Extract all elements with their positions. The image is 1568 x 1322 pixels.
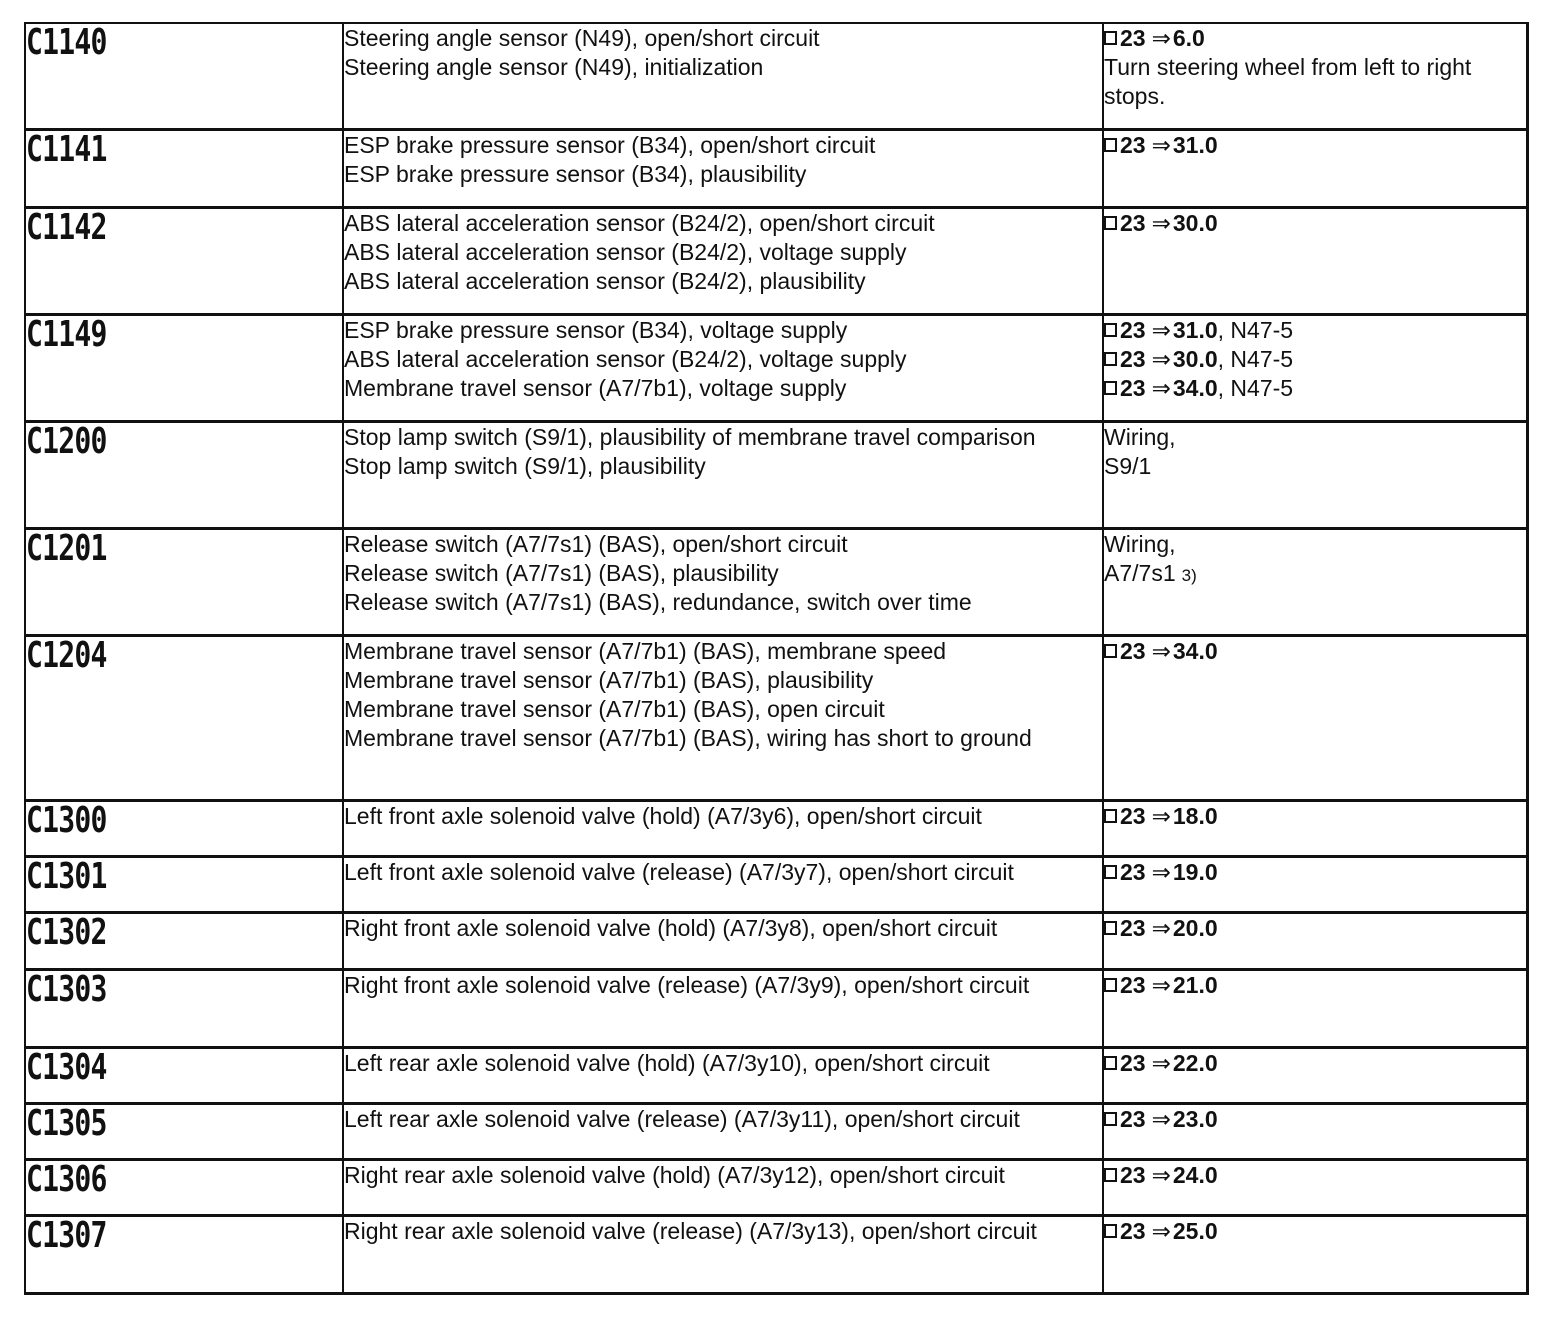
test-reference-cell: [1103, 800, 1527, 856]
test-reference: [1104, 374, 1526, 403]
test-reference: [1104, 637, 1526, 666]
fault-code: C1307: [26, 1214, 107, 1256]
test-connector: , N47-5: [1217, 345, 1294, 372]
arrow-icon: ⇒: [1151, 345, 1171, 372]
fault-code-cell: [25, 912, 343, 969]
test-note: Wiring,: [1104, 530, 1176, 557]
test-reference-cell: [1103, 1047, 1527, 1103]
test-step-box-icon: [1104, 138, 1117, 152]
fault-description: Membrane travel sensor (A7/7b1) (BAS), plausibility: [344, 666, 874, 693]
fault-description-cell: [343, 800, 1103, 856]
test-reference-cell: [1103, 207, 1527, 314]
test-step-reference: 24.0: [1172, 1161, 1218, 1188]
test-step-reference: 30.0: [1172, 209, 1218, 236]
test-step-box-icon: [1104, 1112, 1117, 1126]
arrow-icon: ⇒: [1151, 316, 1171, 343]
test-step-number: 23: [1120, 1049, 1146, 1076]
table-row: [25, 912, 1527, 969]
test-step-number: 23: [1120, 345, 1146, 372]
test-reference-cell: [1103, 528, 1527, 635]
arrow-icon: ⇒: [1151, 209, 1171, 236]
test-reference: [1104, 316, 1526, 345]
fault-code-cell: [25, 23, 343, 129]
fault-code: C1149: [26, 313, 107, 355]
test-reference-cell: [1103, 129, 1527, 207]
test-step-number: 23: [1120, 25, 1146, 51]
test-connector: , N47-5: [1217, 374, 1294, 401]
fault-code-rows: [25, 23, 1527, 1293]
table-row: [25, 1215, 1527, 1293]
test-reference: [1104, 858, 1526, 887]
fault-description-cell: [343, 635, 1103, 800]
test-reference-cell: [1103, 1215, 1527, 1293]
fault-description: ABS lateral acceleration sensor (B24/2), open/short circuit: [344, 209, 935, 236]
test-step-box-icon: [1104, 809, 1117, 823]
test-note: Wiring,: [1104, 423, 1176, 450]
test-step-reference: 31.0: [1172, 131, 1218, 158]
test-reference-cell: [1103, 912, 1527, 969]
test-reference-cell: [1103, 1103, 1527, 1159]
test-reference-cell: [1103, 635, 1527, 800]
fault-description: Membrane travel sensor (A7/7b1) (BAS), open circuit: [344, 695, 885, 722]
table-row: [25, 421, 1527, 528]
table-row: [25, 1047, 1527, 1103]
fault-description-cell: [343, 1047, 1103, 1103]
arrow-icon: ⇒: [1151, 1161, 1171, 1188]
test-step-reference: 22.0: [1172, 1049, 1218, 1076]
fault-description: Right front axle solenoid valve (release) (A7/3y9), open/short circuit: [344, 971, 1030, 998]
fault-description-cell: [343, 1103, 1103, 1159]
arrow-icon: ⇒: [1151, 25, 1171, 51]
test-step-reference: 31.0: [1172, 316, 1218, 343]
fault-code-cell: [25, 969, 343, 1047]
fault-description: Membrane travel sensor (A7/7b1) (BAS), membrane speed: [344, 637, 947, 664]
test-reference: [1104, 1161, 1526, 1190]
fault-description: Steering angle sensor (N49), initialization: [344, 54, 764, 80]
fault-code: C1301: [26, 855, 107, 897]
fault-description: ABS lateral acceleration sensor (B24/2), plausibility: [344, 267, 866, 294]
test-note-line: [1104, 559, 1526, 590]
fault-code-cell: [25, 856, 343, 912]
fault-description: ABS lateral acceleration sensor (B24/2), voltage supply: [344, 238, 907, 265]
fault-description-cell: [343, 129, 1103, 207]
test-note: S9/1: [1104, 452, 1152, 479]
test-step-reference: 20.0: [1172, 914, 1218, 941]
test-step-number: 23: [1120, 209, 1146, 236]
test-step-reference: 6.0: [1172, 25, 1205, 51]
test-step-box-icon: [1104, 1168, 1117, 1182]
test-step-box-icon: [1104, 978, 1117, 992]
fault-code-cell: [25, 207, 343, 314]
fault-code-cell: [25, 421, 343, 528]
table-row: [25, 800, 1527, 856]
test-reference-cell: [1103, 856, 1527, 912]
fault-description: Left rear axle solenoid valve (hold) (A7/3y10), open/short circuit: [344, 1049, 990, 1076]
test-reference: [1104, 24, 1526, 53]
fault-description: Stop lamp switch (S9/1), plausibility of membrane travel comparison: [344, 423, 1036, 450]
fault-code-cell: [25, 1103, 343, 1159]
test-step-number: 23: [1120, 131, 1146, 158]
test-step-reference: 25.0: [1172, 1217, 1218, 1244]
test-step-box-icon: [1104, 921, 1117, 935]
fault-code: C1303: [26, 968, 107, 1010]
test-step-reference: 19.0: [1172, 858, 1218, 885]
fault-description: Steering angle sensor (N49), open/short circuit: [344, 25, 820, 51]
fault-description: Right rear axle solenoid valve (hold) (A7/3y12), open/short circuit: [344, 1161, 1005, 1188]
test-note: A7/7s1: [1104, 559, 1176, 586]
table-row: [25, 129, 1527, 207]
test-step-number: 23: [1120, 971, 1146, 998]
fault-description-cell: [343, 1215, 1103, 1293]
fault-description: ESP brake pressure sensor (B34), plausibility: [344, 160, 807, 187]
fault-description: Right rear axle solenoid valve (release) (A7/3y13), open/short circuit: [344, 1217, 1037, 1244]
fault-code: C1304: [26, 1046, 107, 1088]
test-step-reference: 21.0: [1172, 971, 1218, 998]
test-reference: [1104, 802, 1526, 831]
fault-code-cell: [25, 1159, 343, 1215]
fault-code: C1200: [26, 420, 107, 462]
table-row: [25, 23, 1527, 129]
fault-description-cell: [343, 969, 1103, 1047]
test-reference-cell: [1103, 969, 1527, 1047]
fault-code: C1141: [26, 128, 107, 170]
test-reference-cell: [1103, 1159, 1527, 1215]
test-reference-cell: [1103, 23, 1527, 129]
test-connector: , N47-5: [1217, 316, 1294, 343]
fault-code: C1306: [26, 1158, 107, 1200]
table-row: [25, 1103, 1527, 1159]
fault-description-cell: [343, 23, 1103, 129]
test-step-box-icon: [1104, 216, 1117, 230]
table-row: [25, 314, 1527, 421]
test-reference: [1104, 1105, 1526, 1134]
fault-description: Left rear axle solenoid valve (release) (A7/3y11), open/short circuit: [344, 1105, 1020, 1132]
table-row: [25, 528, 1527, 635]
fault-code: C1305: [26, 1102, 107, 1144]
fault-description-cell: [343, 856, 1103, 912]
fault-description-cell: [343, 314, 1103, 421]
test-step-box-icon: [1104, 1224, 1117, 1238]
fault-description-cell: [343, 528, 1103, 635]
footnote-marker: 3): [1181, 565, 1197, 585]
fault-code-cell: [25, 314, 343, 421]
fault-code-cell: [25, 800, 343, 856]
arrow-icon: ⇒: [1151, 1217, 1171, 1244]
table-row: [25, 969, 1527, 1047]
test-reference: [1104, 971, 1526, 1000]
fault-description-cell: [343, 207, 1103, 314]
fault-description-cell: [343, 912, 1103, 969]
test-step-number: 23: [1120, 316, 1146, 343]
fault-description: Membrane travel sensor (A7/7b1), voltage supply: [344, 374, 847, 401]
arrow-icon: ⇒: [1151, 914, 1171, 941]
test-step-number: 23: [1120, 1217, 1146, 1244]
test-reference: [1104, 914, 1526, 943]
arrow-icon: ⇒: [1151, 637, 1171, 664]
test-step-reference: 30.0: [1172, 345, 1218, 372]
fault-code-cell: [25, 1047, 343, 1103]
test-reference: [1104, 1217, 1526, 1246]
fault-description: Stop lamp switch (S9/1), plausibility: [344, 452, 706, 479]
fault-code: C1140: [26, 22, 107, 63]
fault-code: C1300: [26, 799, 107, 841]
test-step-box-icon: [1104, 323, 1117, 337]
fault-description: Membrane travel sensor (A7/7b1) (BAS), wiring has short to ground: [344, 724, 1032, 751]
test-step-box-icon: [1104, 381, 1117, 395]
fault-description-cell: [343, 1159, 1103, 1215]
arrow-icon: ⇒: [1151, 802, 1171, 829]
fault-code: C1201: [26, 527, 107, 569]
fault-code-table: [24, 22, 1529, 1295]
fault-code: C1204: [26, 634, 107, 676]
test-step-reference: 23.0: [1172, 1105, 1218, 1132]
test-step-number: 23: [1120, 1161, 1146, 1188]
test-step-reference: 18.0: [1172, 802, 1218, 829]
test-reference-cell: [1103, 314, 1527, 421]
test-reference: [1104, 1049, 1526, 1078]
arrow-icon: ⇒: [1151, 971, 1171, 998]
fault-description: Left front axle solenoid valve (release) (A7/3y7), open/short circuit: [344, 858, 1014, 885]
fault-description: Release switch (A7/7s1) (BAS), plausibility: [344, 559, 779, 586]
test-step-box-icon: [1104, 1056, 1117, 1070]
table-row: [25, 207, 1527, 314]
arrow-icon: ⇒: [1151, 374, 1171, 401]
fault-description: ESP brake pressure sensor (B34), open/short circuit: [344, 131, 876, 158]
fault-description: Release switch (A7/7s1) (BAS), open/short circuit: [344, 530, 848, 557]
test-step-number: 23: [1120, 914, 1146, 941]
test-step-number: 23: [1120, 802, 1146, 829]
table-row: [25, 1159, 1527, 1215]
fault-code-cell: [25, 1215, 343, 1293]
test-note: Turn steering wheel from left to right stops.: [1104, 54, 1472, 109]
arrow-icon: ⇒: [1151, 858, 1171, 885]
test-step-reference: 34.0: [1172, 374, 1218, 401]
test-step-number: 23: [1120, 637, 1146, 664]
fault-description: Release switch (A7/7s1) (BAS), redundance, switch over time: [344, 588, 972, 615]
test-step-box-icon: [1104, 31, 1117, 45]
fault-code-cell: [25, 528, 343, 635]
test-reference: [1104, 209, 1526, 238]
test-step-number: 23: [1120, 1105, 1146, 1132]
arrow-icon: ⇒: [1151, 131, 1171, 158]
test-step-number: 23: [1120, 374, 1146, 401]
fault-description: Right front axle solenoid valve (hold) (A7/3y8), open/short circuit: [344, 914, 998, 941]
fault-code: C1302: [26, 911, 107, 953]
arrow-icon: ⇒: [1151, 1049, 1171, 1076]
fault-code: C1142: [26, 206, 107, 248]
test-reference: [1104, 345, 1526, 374]
test-step-box-icon: [1104, 352, 1117, 366]
fault-description-cell: [343, 421, 1103, 528]
fault-code-cell: [25, 635, 343, 800]
test-step-box-icon: [1104, 644, 1117, 658]
test-reference: [1104, 131, 1526, 160]
test-reference-cell: [1103, 421, 1527, 528]
arrow-icon: ⇒: [1151, 1105, 1171, 1132]
test-step-box-icon: [1104, 865, 1117, 879]
test-step-number: 23: [1120, 858, 1146, 885]
fault-code-cell: [25, 129, 343, 207]
fault-description: ABS lateral acceleration sensor (B24/2), voltage supply: [344, 345, 907, 372]
table-row: [25, 856, 1527, 912]
fault-description: ESP brake pressure sensor (B34), voltage supply: [344, 316, 848, 343]
fault-description: Left front axle solenoid valve (hold) (A7/3y6), open/short circuit: [344, 802, 982, 829]
test-step-reference: 34.0: [1172, 637, 1218, 664]
table-row: [25, 635, 1527, 800]
